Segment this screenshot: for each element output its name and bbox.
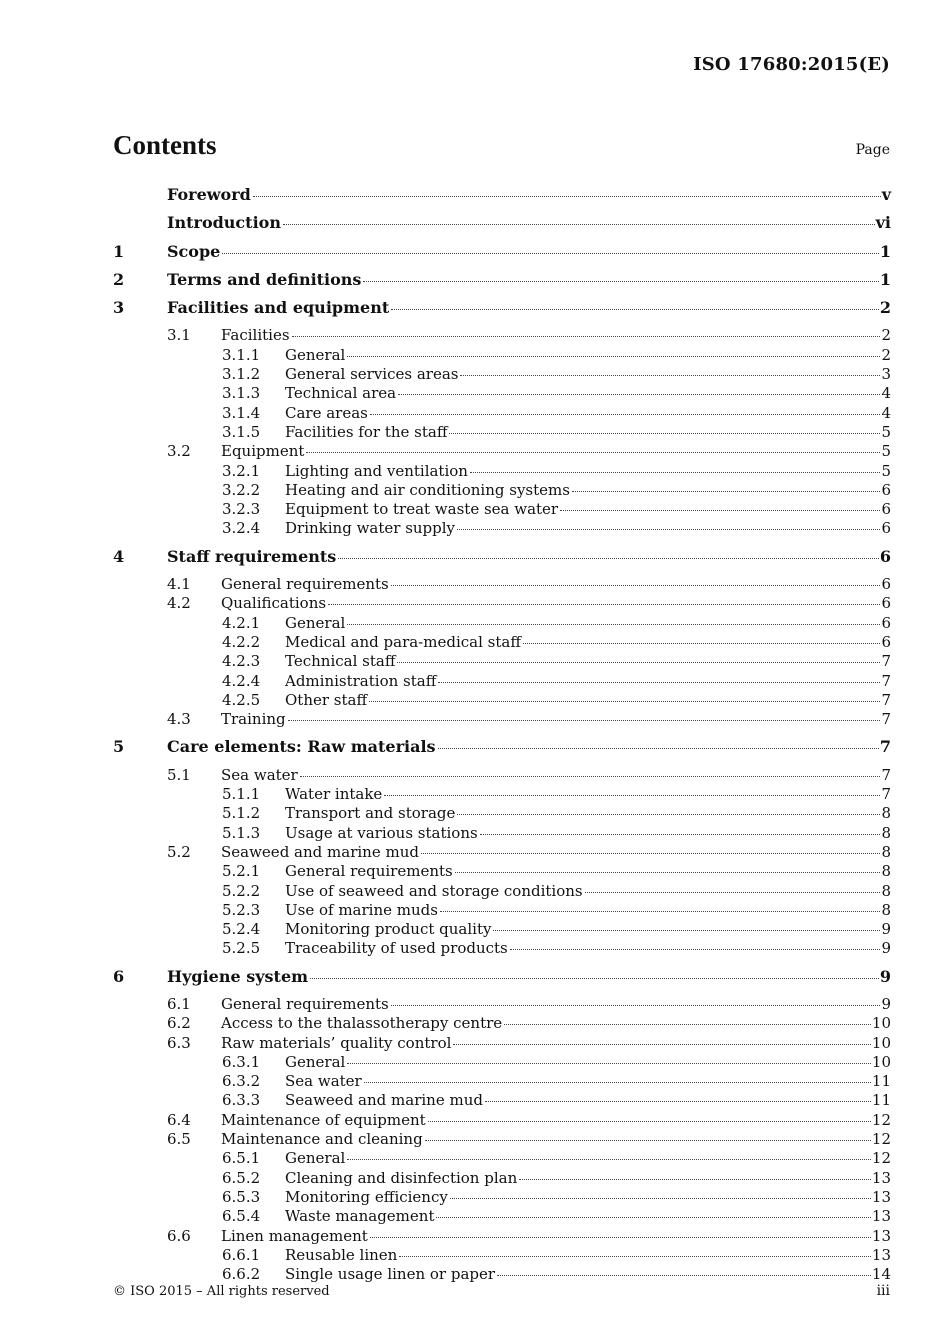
toc-entry[interactable] bbox=[113, 442, 891, 461]
toc-entry-page[interactable]: 11 bbox=[871, 1072, 891, 1091]
toc-entry-title[interactable]: Reusable linen bbox=[285, 1245, 398, 1264]
toc-entry-number: 4.2.4 bbox=[222, 671, 261, 690]
toc-entry-page[interactable]: 5 bbox=[881, 461, 891, 480]
toc-entry-page[interactable]: 12 bbox=[871, 1110, 891, 1129]
toc-entry-number: 4.2.3 bbox=[222, 652, 261, 671]
toc-entry-number: 6.6 bbox=[167, 1226, 191, 1245]
toc-entry-number: 4.1 bbox=[167, 575, 191, 594]
toc-entry-title[interactable]: Linen management bbox=[221, 1226, 368, 1245]
toc-entry-title[interactable]: Single usage linen or paper bbox=[285, 1265, 496, 1284]
dot-leader bbox=[455, 871, 881, 873]
toc-entry-number: 3.1.1 bbox=[222, 345, 261, 364]
toc-entry-number: 3.1.2 bbox=[222, 365, 261, 384]
toc-entry-title[interactable]: Seaweed and marine mud bbox=[285, 1091, 483, 1110]
toc-entry[interactable] bbox=[113, 185, 891, 213]
toc-entry-title[interactable]: Administration staff bbox=[285, 671, 437, 690]
toc-entry[interactable] bbox=[113, 1265, 891, 1284]
toc-entry-number: 5.2.3 bbox=[222, 900, 261, 919]
dot-leader bbox=[504, 1023, 871, 1025]
toc-entry-page[interactable]: 6 bbox=[881, 632, 891, 651]
dot-leader bbox=[399, 1255, 871, 1257]
dot-leader bbox=[438, 681, 880, 683]
toc-entry-number: 3.1.5 bbox=[222, 422, 261, 441]
dot-leader bbox=[253, 195, 881, 197]
dot-leader bbox=[450, 1197, 871, 1199]
toc-entry-title[interactable]: Transport and storage bbox=[285, 804, 456, 823]
toc-entry-page[interactable]: 1 bbox=[879, 269, 891, 289]
toc-entry-number: 3.1.3 bbox=[222, 384, 261, 403]
toc-entry-title[interactable]: Drinking water supply bbox=[285, 519, 456, 538]
toc-entry-number: 3.1 bbox=[167, 326, 191, 345]
dot-leader bbox=[300, 775, 881, 777]
toc-entry-title[interactable]: Usage at various stations bbox=[285, 823, 478, 842]
toc-entry[interactable] bbox=[113, 1169, 891, 1188]
dot-leader bbox=[398, 393, 880, 395]
toc-entry-title[interactable]: Medical and para-medical staff bbox=[285, 632, 521, 651]
dot-leader bbox=[370, 1236, 871, 1238]
toc-entry[interactable] bbox=[113, 672, 891, 691]
toc-entry[interactable] bbox=[113, 1053, 891, 1072]
dot-leader bbox=[369, 700, 880, 702]
toc-entry-page[interactable]: 3 bbox=[881, 365, 891, 384]
toc-entry[interactable] bbox=[113, 824, 891, 843]
dot-leader bbox=[493, 929, 880, 931]
toc-entry[interactable] bbox=[113, 404, 891, 423]
toc-entry-page[interactable]: 6 bbox=[881, 519, 891, 538]
toc-entry-title[interactable]: Foreword bbox=[167, 185, 251, 204]
contents-heading: Contents bbox=[113, 130, 217, 160]
toc-entry-number: 1 bbox=[113, 241, 125, 261]
dot-leader bbox=[436, 1216, 870, 1218]
toc-entry-title[interactable]: General bbox=[285, 1149, 346, 1168]
dot-leader bbox=[363, 280, 878, 282]
toc-entry[interactable] bbox=[113, 326, 891, 345]
toc-entry-page[interactable]: 6 bbox=[881, 500, 891, 519]
toc-entry-page[interactable]: 5 bbox=[881, 442, 891, 461]
toc-entry[interactable] bbox=[113, 1149, 891, 1168]
toc-entry-page[interactable]: 8 bbox=[881, 881, 891, 900]
toc-entry[interactable] bbox=[113, 575, 891, 594]
toc-entry-page[interactable]: 7 bbox=[879, 737, 891, 757]
toc-entry[interactable] bbox=[113, 1091, 891, 1110]
dot-leader bbox=[391, 308, 879, 310]
toc-entry-page[interactable]: 10 bbox=[871, 1014, 891, 1033]
toc-entry-page[interactable]: 6 bbox=[881, 480, 891, 499]
toc-entry-title[interactable]: Maintenance and cleaning bbox=[221, 1130, 423, 1149]
toc-entry-page[interactable]: v bbox=[881, 185, 891, 204]
toc-entry-page[interactable]: 14 bbox=[871, 1265, 891, 1284]
dot-leader bbox=[523, 642, 880, 644]
page-column-label: Page bbox=[855, 142, 890, 158]
toc-entry-number: 3.1.4 bbox=[222, 403, 261, 422]
toc-entry-number: 5.2 bbox=[167, 842, 191, 861]
toc-entry-number: 5.1 bbox=[167, 765, 191, 784]
toc-entry-title[interactable]: Waste management bbox=[285, 1207, 435, 1226]
toc-entry[interactable] bbox=[113, 1207, 891, 1226]
dot-leader bbox=[440, 910, 880, 912]
toc-entry-number: 5.2.4 bbox=[222, 920, 261, 939]
toc-entry[interactable] bbox=[113, 1111, 891, 1130]
toc-entry-title[interactable]: Facilities bbox=[221, 326, 290, 345]
toc-entry-title[interactable]: General bbox=[285, 613, 346, 632]
toc-entry-title[interactable]: Access to the thalassotherapy centre bbox=[221, 1014, 503, 1033]
toc-entry-title[interactable]: Care elements: Raw materials bbox=[167, 737, 436, 757]
toc-entry[interactable] bbox=[113, 346, 891, 365]
toc-entry[interactable] bbox=[113, 843, 891, 862]
toc-entry-title[interactable]: Use of seaweed and storage conditions bbox=[285, 881, 583, 900]
toc-entry[interactable] bbox=[113, 710, 891, 729]
dot-leader bbox=[453, 1043, 871, 1045]
toc-entry-page[interactable]: 10 bbox=[871, 1033, 891, 1052]
toc-entry-title[interactable]: Lighting and ventilation bbox=[285, 461, 468, 480]
toc-entry-number: 6.3 bbox=[167, 1033, 191, 1052]
toc-entry-page[interactable]: 2 bbox=[881, 345, 891, 364]
toc-entry[interactable] bbox=[113, 519, 891, 538]
toc-entry[interactable] bbox=[113, 1188, 891, 1207]
toc-entry-number: 5.1.1 bbox=[222, 785, 261, 804]
toc-entry-page[interactable]: 8 bbox=[881, 842, 891, 861]
toc-entry-page[interactable]: 8 bbox=[881, 862, 891, 881]
toc-entry-title[interactable]: Technical area bbox=[285, 384, 397, 403]
toc-entry[interactable] bbox=[113, 614, 891, 633]
toc-entry-number: 6.6.1 bbox=[222, 1245, 261, 1264]
toc-entry-page[interactable]: 4 bbox=[881, 384, 891, 403]
dot-leader bbox=[347, 1062, 871, 1064]
dot-leader bbox=[457, 813, 880, 815]
dot-leader bbox=[306, 451, 880, 453]
toc-entry-number: 4.3 bbox=[167, 710, 191, 729]
dot-leader bbox=[328, 603, 880, 605]
dot-leader bbox=[585, 891, 881, 893]
toc-entry[interactable] bbox=[113, 901, 891, 920]
toc-entry[interactable] bbox=[113, 737, 891, 765]
toc-entry-page[interactable]: 7 bbox=[881, 671, 891, 690]
dot-leader bbox=[338, 557, 879, 559]
toc-entry-title[interactable]: Maintenance of equipment bbox=[221, 1110, 426, 1129]
toc-entry-title[interactable]: Training bbox=[221, 710, 286, 729]
dot-leader bbox=[347, 1158, 871, 1160]
dot-leader bbox=[428, 1120, 871, 1122]
toc-entry-page[interactable]: 9 bbox=[881, 920, 891, 939]
toc-entry-number: 4.2.5 bbox=[222, 690, 261, 709]
toc-entry-number: 4.2.2 bbox=[222, 632, 261, 651]
toc-entry[interactable] bbox=[113, 1034, 891, 1053]
toc-entry-page[interactable]: 6 bbox=[881, 594, 891, 613]
toc-entry[interactable] bbox=[113, 804, 891, 823]
toc-entry-number: 5 bbox=[113, 737, 125, 757]
dot-leader bbox=[497, 1274, 871, 1276]
toc-entry-title[interactable]: Terms and definitions bbox=[167, 269, 362, 289]
toc-entry-page[interactable]: 1 bbox=[879, 241, 891, 261]
toc-entry-number: 6.5.3 bbox=[222, 1187, 261, 1206]
toc-entry[interactable] bbox=[113, 481, 891, 500]
toc-entry-number: 5.1.3 bbox=[222, 823, 261, 842]
toc-entry-title[interactable]: Introduction bbox=[167, 213, 281, 233]
toc-entry[interactable] bbox=[113, 242, 891, 270]
toc-entry-title[interactable]: General bbox=[285, 1052, 346, 1071]
toc-entry[interactable] bbox=[113, 462, 891, 481]
dot-leader bbox=[449, 432, 880, 434]
toc-entry-number: 3.2.1 bbox=[222, 461, 261, 480]
toc-entry[interactable] bbox=[113, 920, 891, 939]
toc-entry-number: 5.2.1 bbox=[222, 862, 261, 881]
toc-entry[interactable] bbox=[113, 939, 891, 958]
toc-entry-page[interactable]: 10 bbox=[871, 1052, 891, 1071]
toc-entry-number: 5.1.2 bbox=[222, 804, 261, 823]
dot-leader bbox=[288, 719, 881, 721]
toc-entry-title[interactable]: Technical staff bbox=[285, 652, 396, 671]
toc-entry-title[interactable]: Monitoring product quality bbox=[285, 920, 492, 939]
dot-leader bbox=[470, 471, 881, 473]
toc-entry-title[interactable]: Sea water bbox=[221, 765, 298, 784]
toc-entry[interactable] bbox=[113, 785, 891, 804]
toc-entry-title[interactable]: Raw materials’ quality control bbox=[221, 1033, 452, 1052]
toc-entry-page[interactable]: 7 bbox=[881, 785, 891, 804]
toc-entry[interactable] bbox=[113, 365, 891, 384]
toc-entry[interactable] bbox=[113, 270, 891, 298]
toc-entry-title[interactable]: Equipment to treat waste sea water bbox=[285, 500, 559, 519]
toc-entry[interactable] bbox=[113, 652, 891, 671]
dot-leader bbox=[438, 747, 879, 749]
toc-entry-title[interactable]: Facilities and equipment bbox=[167, 298, 390, 318]
document-identifier: ISO 17680:2015(E) bbox=[693, 54, 890, 75]
dot-leader bbox=[421, 852, 880, 854]
toc-entry[interactable] bbox=[113, 1072, 891, 1091]
toc-entry-page[interactable]: 2 bbox=[881, 326, 891, 345]
toc-entry[interactable] bbox=[113, 594, 891, 613]
toc-entry[interactable] bbox=[113, 995, 891, 1014]
toc-entry[interactable] bbox=[113, 547, 891, 575]
dot-leader bbox=[510, 948, 881, 950]
toc-entry-number: 6.3.2 bbox=[222, 1072, 261, 1091]
toc-entry-number: 5.2.2 bbox=[222, 881, 261, 900]
page-number: iii bbox=[876, 1283, 890, 1299]
toc-entry-page[interactable]: 13 bbox=[871, 1168, 891, 1187]
toc-entry[interactable] bbox=[113, 1014, 891, 1033]
toc-entry-page[interactable]: 12 bbox=[871, 1149, 891, 1168]
toc-entry-title[interactable]: Scope bbox=[167, 241, 221, 261]
toc-entry-page[interactable]: 11 bbox=[871, 1091, 891, 1110]
table-of-contents bbox=[113, 185, 891, 1284]
toc-entry-page[interactable]: 7 bbox=[881, 765, 891, 784]
dot-leader bbox=[460, 374, 880, 376]
dot-leader bbox=[397, 661, 880, 663]
toc-entry-page[interactable]: 13 bbox=[871, 1187, 891, 1206]
toc-entry-page[interactable]: 8 bbox=[881, 900, 891, 919]
toc-entry-number: 4 bbox=[113, 546, 125, 566]
dot-leader bbox=[310, 977, 879, 979]
toc-entry[interactable] bbox=[113, 298, 891, 326]
toc-entry-title[interactable]: Traceability of used products bbox=[285, 939, 508, 958]
toc-entry-number: 6.6.2 bbox=[222, 1265, 261, 1284]
toc-entry-title[interactable]: Equipment bbox=[221, 442, 305, 461]
toc-entry-page[interactable]: 7 bbox=[881, 710, 891, 729]
dot-leader bbox=[572, 490, 881, 492]
toc-entry-number: 5.2.5 bbox=[222, 939, 261, 958]
toc-entry-number: 6.5.2 bbox=[222, 1168, 261, 1187]
toc-entry-number: 3.2.2 bbox=[222, 480, 261, 499]
toc-entry[interactable] bbox=[113, 633, 891, 652]
toc-entry-page[interactable]: 13 bbox=[871, 1207, 891, 1226]
toc-entry-number: 3.2.3 bbox=[222, 500, 261, 519]
dot-leader bbox=[283, 223, 875, 225]
toc-entry-title[interactable]: Seaweed and marine mud bbox=[221, 842, 419, 861]
toc-entry-number: 6.2 bbox=[167, 1014, 191, 1033]
toc-entry-number: 6.5 bbox=[167, 1130, 191, 1149]
toc-entry-number: 3 bbox=[113, 298, 125, 318]
toc-entry-title[interactable]: General bbox=[285, 345, 346, 364]
toc-entry-page[interactable]: 7 bbox=[881, 690, 891, 709]
toc-entry-page[interactable]: 6 bbox=[881, 613, 891, 632]
toc-entry-number: 6.5.4 bbox=[222, 1207, 261, 1226]
toc-entry-page[interactable]: 2 bbox=[879, 298, 891, 318]
toc-entry-page[interactable]: 8 bbox=[881, 823, 891, 842]
toc-entry-page[interactable]: 9 bbox=[879, 966, 891, 986]
toc-entry-page[interactable]: 6 bbox=[879, 546, 891, 566]
dot-leader bbox=[560, 509, 880, 511]
toc-entry-title[interactable]: Staff requirements bbox=[167, 546, 337, 566]
dot-leader bbox=[391, 1004, 881, 1006]
toc-entry-number: 6.3.1 bbox=[222, 1052, 261, 1071]
toc-entry-title[interactable]: Care areas bbox=[285, 403, 368, 422]
dot-leader bbox=[519, 1178, 871, 1180]
toc-entry-number: 6 bbox=[113, 966, 125, 986]
toc-entry-page[interactable]: 5 bbox=[881, 422, 891, 441]
toc-entry[interactable] bbox=[113, 691, 891, 710]
toc-entry-number: 6.3.3 bbox=[222, 1091, 261, 1110]
toc-entry-title[interactable]: Water intake bbox=[285, 785, 383, 804]
toc-entry[interactable] bbox=[113, 384, 891, 403]
toc-entry-page[interactable]: 9 bbox=[881, 939, 891, 958]
toc-entry-page[interactable]: 12 bbox=[871, 1130, 891, 1149]
toc-entry-title[interactable]: Hygiene system bbox=[167, 966, 309, 986]
dot-leader bbox=[364, 1081, 871, 1083]
toc-entry-title[interactable]: General requirements bbox=[221, 994, 389, 1013]
toc-entry-page[interactable]: 9 bbox=[881, 994, 891, 1013]
toc-entry[interactable] bbox=[113, 1227, 891, 1246]
toc-entry-page[interactable]: 7 bbox=[881, 652, 891, 671]
dot-leader bbox=[370, 413, 881, 415]
toc-entry-title[interactable]: Cleaning and disinfection plan bbox=[285, 1168, 518, 1187]
toc-entry[interactable] bbox=[113, 862, 891, 881]
toc-entry[interactable] bbox=[113, 1246, 891, 1265]
toc-entry-number: 4.2 bbox=[167, 594, 191, 613]
toc-entry[interactable] bbox=[113, 967, 891, 995]
dot-leader bbox=[347, 623, 880, 625]
dot-leader bbox=[347, 355, 880, 357]
toc-entry-number: 3.2 bbox=[167, 442, 191, 461]
toc-entry-title[interactable]: General requirements bbox=[221, 575, 389, 594]
dot-leader bbox=[485, 1100, 871, 1102]
dot-leader bbox=[480, 833, 881, 835]
toc-entry-title[interactable]: General services areas bbox=[285, 365, 459, 384]
toc-entry[interactable] bbox=[113, 766, 891, 785]
toc-entry[interactable] bbox=[113, 882, 891, 901]
toc-entry-number: 6.4 bbox=[167, 1110, 191, 1129]
dot-leader bbox=[292, 335, 881, 337]
toc-entry-number: 3.2.4 bbox=[222, 519, 261, 538]
toc-entry-title[interactable]: Heating and air conditioning systems bbox=[285, 480, 570, 499]
toc-entry-title[interactable]: General requirements bbox=[285, 862, 453, 881]
toc-entry-title[interactable]: Sea water bbox=[285, 1072, 362, 1091]
toc-entry-number: 6.5.1 bbox=[222, 1149, 261, 1168]
dot-leader bbox=[391, 584, 881, 586]
toc-entry-number: 2 bbox=[113, 269, 125, 289]
dot-leader bbox=[222, 252, 879, 254]
toc-entry-title[interactable]: Use of marine muds bbox=[285, 900, 438, 919]
toc-entry-page[interactable]: 13 bbox=[871, 1226, 891, 1245]
toc-entry-number: 4.2.1 bbox=[222, 613, 261, 632]
copyright-notice: © ISO 2015 – All rights reserved bbox=[113, 1284, 330, 1299]
dot-leader bbox=[425, 1139, 871, 1141]
toc-entry-title[interactable]: Qualifications bbox=[221, 594, 327, 613]
toc-entry[interactable] bbox=[113, 213, 891, 241]
toc-entry-page[interactable]: 8 bbox=[881, 804, 891, 823]
toc-entry-page[interactable]: vi bbox=[875, 213, 891, 233]
toc-entry[interactable] bbox=[113, 423, 891, 442]
toc-entry-page[interactable]: 4 bbox=[881, 403, 891, 422]
toc-entry-page[interactable]: 13 bbox=[871, 1245, 891, 1264]
dot-leader bbox=[457, 528, 880, 530]
dot-leader bbox=[384, 794, 880, 796]
toc-entry-title[interactable]: Monitoring efficiency bbox=[285, 1187, 448, 1206]
toc-entry-number: 6.1 bbox=[167, 994, 191, 1013]
toc-entry-title[interactable]: Other staff bbox=[285, 690, 368, 709]
toc-entry-page[interactable]: 6 bbox=[881, 575, 891, 594]
toc-entry[interactable] bbox=[113, 1130, 891, 1149]
toc-entry-title[interactable]: Facilities for the staff bbox=[285, 422, 448, 441]
toc-entry[interactable] bbox=[113, 500, 891, 519]
